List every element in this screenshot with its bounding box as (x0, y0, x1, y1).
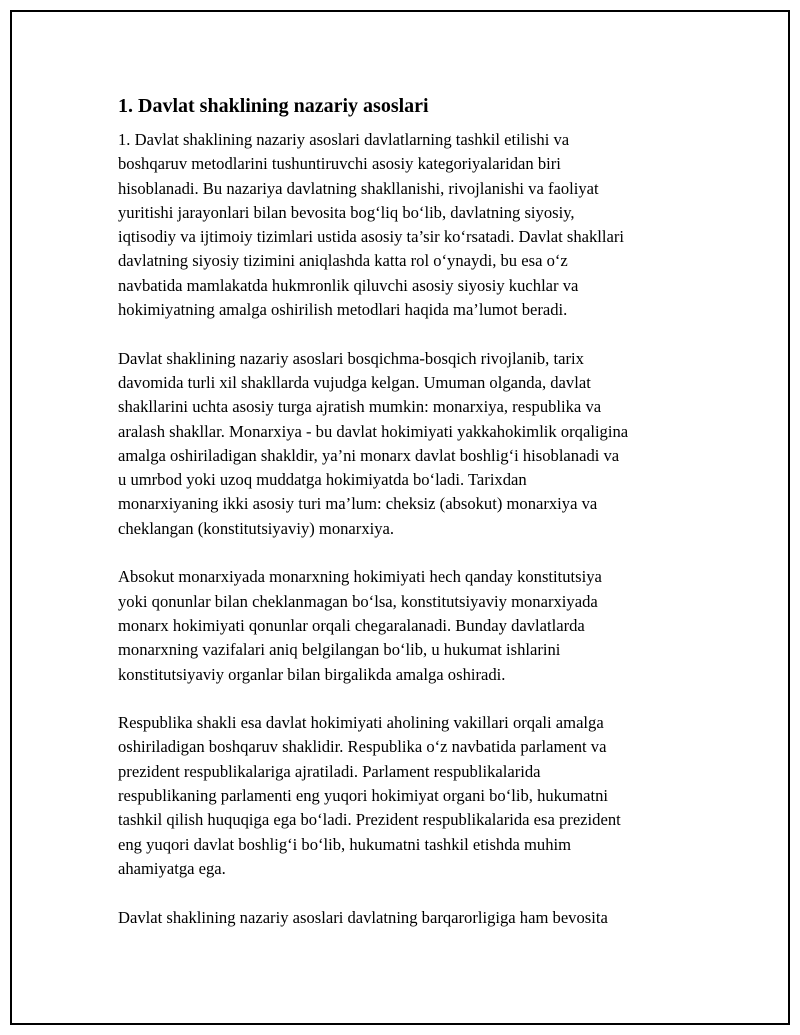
text-line: iqtisodiy va ijtimoiy tizimlari ustida asosiy ta’sir ko‘rsatadi. Davlat shakllari (118, 227, 625, 247)
text-line: Davlat shaklining nazariy asoslari davlatning barqarorligiga ham bevosita (118, 907, 608, 927)
text-line: boshqaruv metodlarini tushuntiruvchi asosiy kategoriyalaridan biri (118, 154, 561, 174)
text-line: respublikaning parlamenti eng yuqori hokimiyat organi bo‘lib, hukumatni (118, 786, 609, 806)
text-line: Davlat shaklining nazariy asoslari bosqichma-bosqich rivojlanib, tarix (118, 348, 584, 368)
text-line: u umrbod yoki uzoq muddatga hokimiyatda bo‘ladi. Tarixdan (118, 470, 527, 490)
text-line: Respublika shakli esa davlat hokimiyati aholining vakillari orqali amalga (118, 713, 604, 733)
text-line: amalga oshiriladigan shakldir, ya’ni monarx davlat boshlig‘i hisoblanadi va (118, 445, 620, 465)
text-line: ahamiyatga ega. (118, 858, 226, 878)
text-line: konstitutsiyaviy organlar bilan birgalikda amalga oshiradi. (118, 664, 506, 684)
paragraph-2 (118, 347, 688, 541)
paragraph-5 (118, 906, 688, 930)
text-line: aralash shakllar. Monarxiya - bu davlat hokimiyati yakkahokimlik orqaligina (118, 421, 629, 441)
document-body (118, 93, 688, 954)
text-line: hisoblanadi. Bu nazariya davlatning shakllanishi, rivojlanishi va faoliyat (118, 178, 599, 198)
text-line: prezident respublikalariga ajratiladi. Parlament respublikalarida (118, 761, 541, 781)
text-line: cheklangan (konstitutsiyaviy) monarxiya. (118, 518, 395, 538)
text-line: shakllarini uchta asosiy turga ajratish mumkin: monarxiya, respublika va (118, 397, 602, 417)
text-line: monarxning vazifalari aniq belgilangan bo‘lib, u hukumat ishlarini (118, 640, 561, 660)
paragraph-1 (118, 128, 688, 322)
paragraph-3 (118, 565, 688, 686)
text-line: oshiriladigan boshqaruv shaklidir. Respublika o‘z navbatida parlament va (118, 737, 607, 757)
text-line: navbatida mamlakatda hukmronlik qiluvchi asosiy siyosiy kuchlar va (118, 275, 579, 295)
text-line: davlatning siyosiy tizimini aniqlashda katta rol o‘ynaydi, bu esa o‘z (118, 251, 568, 271)
text-line: monarx hokimiyati qonunlar orqali chegaralanadi. Bunday davlatlarda (118, 615, 585, 635)
text-line: davomida turli xil shakllarda vujudga kelgan. Umuman olganda, davlat (118, 372, 591, 392)
text-line: yoki qonunlar bilan cheklanmagan bo‘lsa, konstitutsiyaviy monarxiyada (118, 591, 598, 611)
text-line: yuritishi jarayonlari bilan bevosita bog‘liq bo‘lib, davlatning siyosiy, (118, 202, 575, 222)
text-line: tashkil qilish huquqiga ega bo‘ladi. Prezident respublikalarida esa prezident (118, 810, 621, 830)
text-line: eng yuqori davlat boshlig‘i bo‘lib, hukumatni tashkil etishda muhim (118, 834, 572, 854)
section-heading: 1. Davlat shaklining nazariy asoslari (118, 95, 429, 117)
text-line: Absokut monarxiyada monarxning hokimiyati hech qanday konstitutsiya (118, 567, 602, 587)
text-line: 1. Davlat shaklining nazariy asoslari davlatlarning tashkil etilishi va (118, 130, 570, 149)
text-line: hokimiyatning amalga oshirilish metodlari haqida ma’lumot beradi. (118, 300, 568, 320)
text-line: monarxiyaning ikki asosiy turi ma’lum: cheksiz (absokut) monarxiya va (118, 494, 598, 514)
paragraph-4 (118, 711, 688, 881)
